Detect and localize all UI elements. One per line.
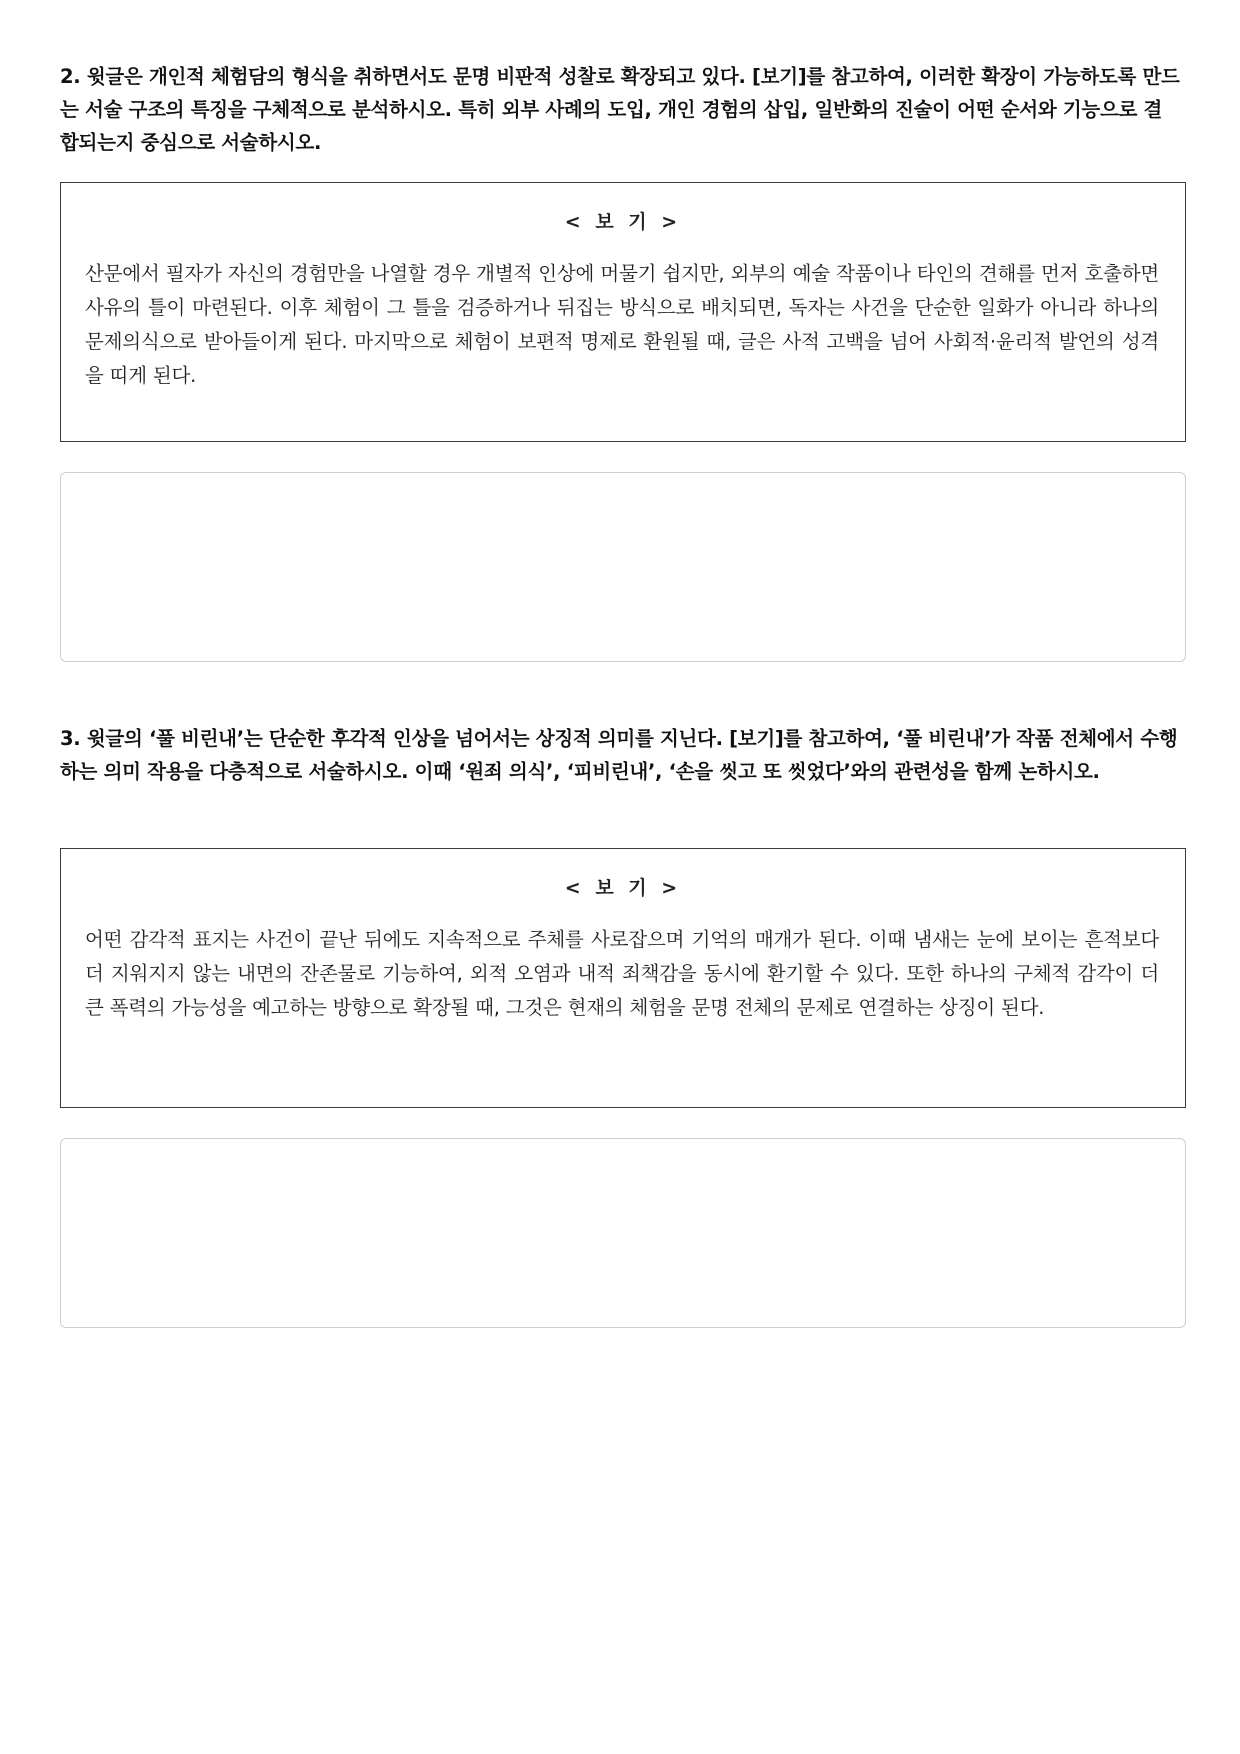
question-2-bogi-box bbox=[60, 182, 1186, 442]
question-3-answer-box[interactable] bbox=[60, 1138, 1186, 1328]
question-3-prompt: 3. 윗글의 ‘풀 비린내’는 단순한 후각적 인상을 넘어서는 상징적 의미를 지닌다. [보기]를 참고하여, ‘풀 비린내’가 작품 전체에서 수행하는 의미 작용을 다층적으로 서술하시오. 이때 ‘원죄 의식’, ‘피비린내’, ‘손을 씻고 또 씻었다’와의 관련성을 함께 논하시오. bbox=[60, 727, 1178, 783]
bogi-body: 산문에서 필자가 자신의 경험만을 나열할 경우 개별적 인상에 머물기 쉽지만, 외부의 예술 작품이나 타인의 견해를 먼저 호출하면 사유의 틀이 마련된다. 이후 체험이 그 틀을 검증하거나 뒤집는 방식으로 배치되면, 독자는 사건을 단순한 일화가 아니라 하나의 문제의식으로 받아들이게 된다. 마지막으로 체험이 보편적 명제로 환원될 때, 글은 사적 고백을 넘어 사회적·윤리적 발언의 성격을 띠게 된다. bbox=[85, 262, 1159, 387]
bogi-title: < 보 기 > bbox=[564, 877, 682, 899]
question-3-bogi-box bbox=[60, 848, 1186, 1108]
bogi-body: 어떤 감각적 표지는 사건이 끝난 뒤에도 지속적으로 주체를 사로잡으며 기억의 매개가 된다. 이때 냄새는 눈에 보이는 흔적보다 더 지워지지 않는 내면의 잔존물로 기능하여, 외적 오염과 내적 죄책감을 동시에 환기할 수 있다. 또한 하나의 구체적 감각이 더 큰 폭력의 가능성을 예고하는 방향으로 확장될 때, 그것은 현재의 체험을 문명 전체의 문제로 연결하는 상징이 된다. bbox=[85, 928, 1159, 1019]
question-2-prompt: 2. 윗글은 개인적 체험담의 형식을 취하면서도 문명 비판적 성찰로 확장되고 있다. [보기]를 참고하여, 이러한 확장이 가능하도록 만드는 서술 구조의 특징을 구체적으로 분석하시오. 특히 외부 사례의 도입, 개인 경험의 삽입, 일반화의 진술이 어떤 순서와 기능으로 결합되는지 중심으로 서술하시오. bbox=[60, 65, 1180, 154]
question-2-answer-box[interactable] bbox=[60, 472, 1186, 662]
bogi-title: < 보 기 > bbox=[564, 211, 682, 233]
